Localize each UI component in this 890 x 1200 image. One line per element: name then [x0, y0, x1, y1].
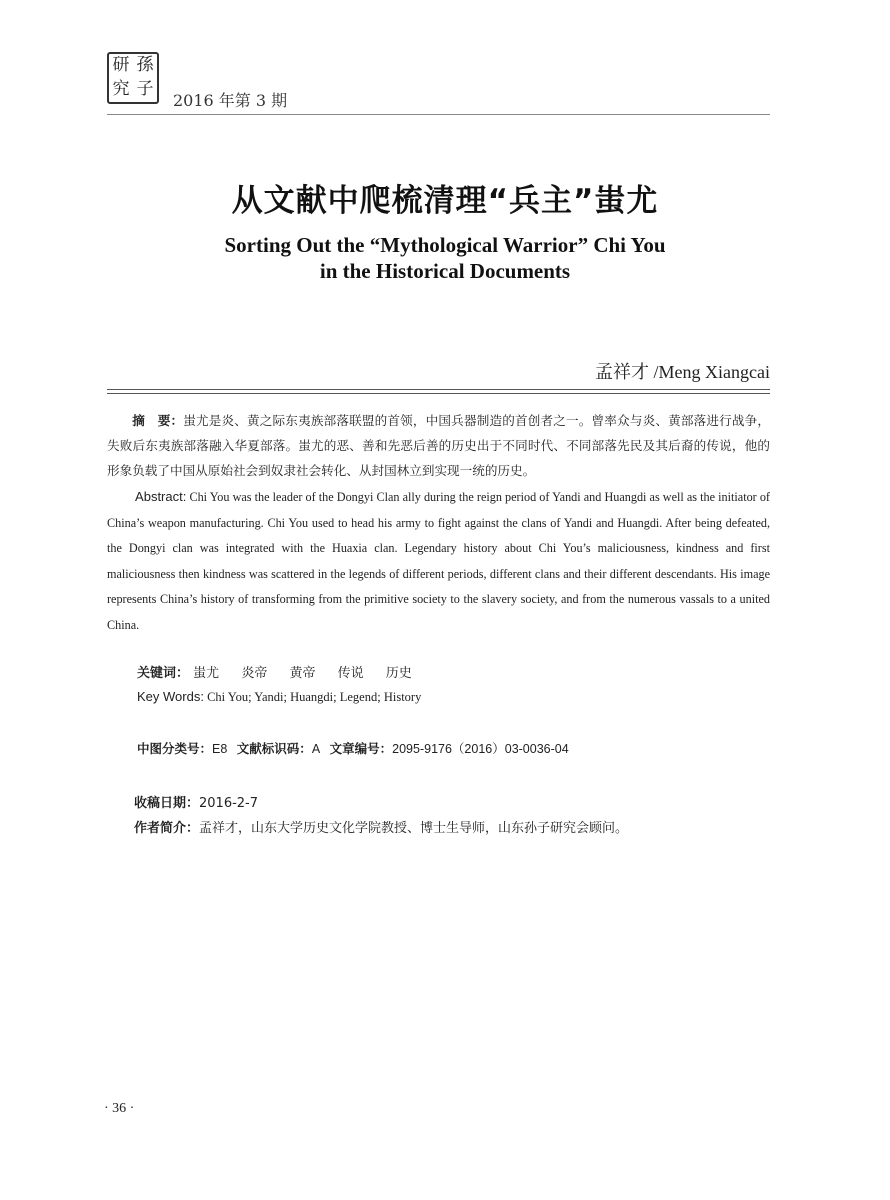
keyword-item: 历史	[385, 666, 412, 681]
doc-code-label: 文献标识码：	[236, 742, 312, 756]
journal-logo	[107, 52, 159, 104]
logo-char: 研	[112, 55, 130, 75]
keyword-item: 黄帝	[289, 666, 316, 681]
page-header	[107, 52, 770, 112]
page-number: · 36 ·	[104, 1101, 135, 1116]
header-divider	[107, 114, 770, 115]
keywords-chinese-label: 关键词：	[137, 666, 190, 681]
keywords-english	[137, 689, 421, 705]
abstract-english-label: Abstract:	[135, 489, 187, 504]
logo-char: 子	[136, 79, 154, 99]
logo-char: 究	[112, 79, 130, 99]
received-date-label: 收稿日期：	[134, 796, 200, 811]
author-bio-label: 作者简介：	[134, 821, 200, 836]
received-date	[134, 792, 258, 811]
doc-code-value: A	[311, 742, 321, 756]
abstract-chinese	[107, 408, 770, 483]
keywords-english-text: Chi You; Yandi; Huangdi; Legend; History	[207, 690, 422, 704]
article-number-label: 文章编号：	[329, 742, 393, 756]
abstract-english-text: Chi You was the leader of the Dongyi Clan ally during the reign period of Yandi and Huangdi as well as the initiator of China’s weapon manufacturing. Chi You used to head his army to fight against the clans of Yandi and Huangdi. After being defeated, the Dongyi clan was integrated with the Huaxia clan. Legendary history about Chi You’s maliciousness, kindness and first maliciousness then kindness was scattered in the legends of different periods, different clans and their different descendants. His image represents China’s history of transforming from the primitive society to the slavery society, and from the numerous vassals to a united China.	[107, 490, 770, 632]
title-english-line2: in the Historical Documents	[319, 259, 571, 283]
logo-char: 孫	[136, 55, 154, 75]
article-number-value: 2095-9176（2016）03-0036-04	[392, 742, 569, 756]
divider-top	[107, 389, 770, 390]
clc-value: E8	[212, 742, 228, 756]
received-date-value: 2016-2-7	[199, 796, 259, 811]
classification-line	[137, 739, 575, 757]
title-english-line1: Sorting Out the “Mythological Warrior” Chi You	[224, 233, 666, 257]
keywords-english-label: Key Words:	[137, 689, 204, 704]
keyword-item: 炎帝	[241, 666, 268, 681]
author-bio	[134, 817, 628, 836]
title-english	[0, 232, 890, 284]
abstract-english	[107, 484, 770, 639]
keywords-chinese	[137, 662, 430, 681]
keyword-item: 传说	[337, 666, 364, 681]
abstract-chinese-label: 摘 要：	[132, 413, 184, 428]
author-bio-value: 孟祥才，山东大学历史文化学院教授、博士生导师，山东孙子研究会顾问。	[199, 821, 629, 836]
divider-bottom	[107, 393, 770, 394]
author-name: 孟祥才 /Meng Xiangcai	[595, 362, 770, 382]
issue-label: 2016 年第 3 期	[173, 91, 288, 110]
abstract-chinese-text: 蚩尤是炎、黄之际东夷族部落联盟的首领，中国兵器制造的首创者之一。曾率众与炎、黄部落进行战争，失败后东夷族部落融入华夏部落。蚩尤的恶、善和先恶后善的历史出于不同时代、不同部落先民及其后裔的传说，他的形象负载了中国从原始社会到奴隶社会转化、从封国林立到实现一统的历史。	[107, 413, 771, 478]
clc-label: 中图分类号：	[137, 742, 213, 756]
title-chinese: 从文献中爬梳清理“兵主”蚩尤	[231, 183, 659, 219]
keyword-item: 蚩尤	[193, 666, 220, 681]
